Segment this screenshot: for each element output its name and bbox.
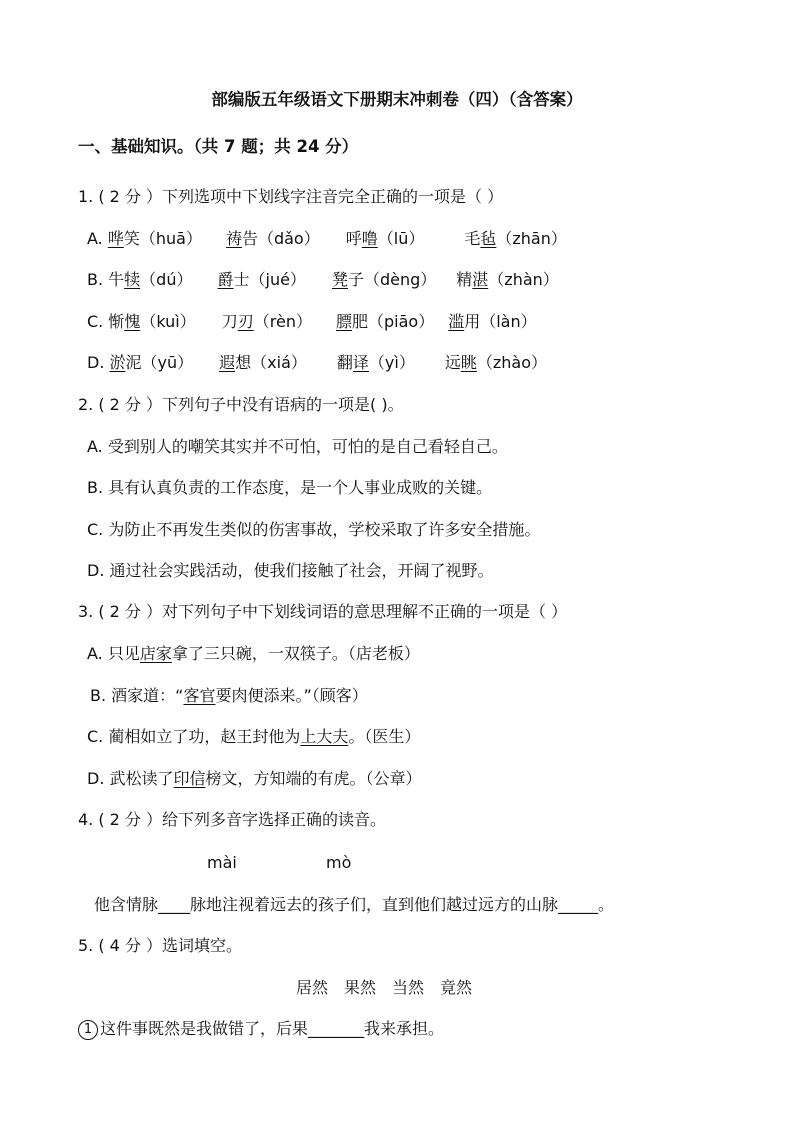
q5-item-1-text: 这件事既然是我做错了，后果_______我来承担。 — [100, 1019, 445, 1038]
pinyin-option-2: mò — [326, 853, 352, 872]
q2-option-c: C. 为防止不再发生类似的伤害事故，学校采取了许多安全措施。 — [87, 520, 541, 539]
word-bank — [296, 977, 472, 999]
word-bank-item: 竟然 — [440, 978, 473, 997]
underlined-char: 愧 — [124, 312, 141, 331]
option-text: 告（dǎo） — [241, 229, 320, 248]
underlined-char: 刃 — [237, 312, 254, 331]
q3-option-c — [87, 726, 420, 748]
option-text: 翻 — [336, 353, 353, 372]
question-3-stem: 3. ( 2 分 ）对下列句子中下划线词语的意思理解不正确的一项是（ ） — [78, 602, 568, 621]
question-2-stem: 2. ( 2 分 ）下列句子中没有语病的一项是( )。 — [78, 395, 404, 414]
q3-d-post: 榜文，方知端的有虎。（公章） — [205, 769, 422, 788]
q3-a-pre: A. 只见 — [87, 644, 140, 663]
q1-option-a — [87, 228, 567, 250]
q3-c-post: 。（医生） — [348, 727, 421, 746]
q2-option-d: D. 通过社会实践活动，使我们接触了社会，开阔了视野。 — [87, 561, 494, 580]
underlined-char: 膘 — [336, 312, 353, 331]
q3-a-post: 拿了三只碗，一双筷子。（店老板） — [171, 644, 420, 663]
q3-b-pre: B. 酒家道：“ — [90, 686, 184, 705]
word-bank-item: 果然 — [344, 978, 377, 997]
q1-option-d — [87, 352, 547, 374]
q3-d-underlined: 印信 — [173, 769, 206, 788]
option-text: 精 — [456, 270, 473, 289]
q3-option-a — [87, 643, 420, 665]
word-bank-item: 居然 — [296, 978, 329, 997]
section-heading: 一、基础知识。（共 7 题；共 24 分） — [78, 137, 359, 156]
pinyin-option-1: mài — [207, 853, 237, 872]
question-4-stem: 4. ( 2 分 ）给下列多音字选择正确的读音。 — [78, 810, 387, 829]
question-5-stem: 5. ( 4 分 ）选词填空。 — [78, 936, 243, 955]
q1-b-item-2 — [217, 270, 305, 289]
q4-sentence: 他含情脉____脉地注视着远去的孩子们，直到他们越过远方的山脉_____。 — [94, 895, 615, 914]
option-text: C. 惭 — [87, 312, 125, 331]
underlined-char: 凳 — [331, 270, 348, 289]
q1-b-item-1 — [87, 270, 192, 289]
underlined-char: 哗 — [107, 229, 124, 248]
q3-d-pre: D. 武松读了 — [87, 769, 174, 788]
option-text: （dú） — [140, 270, 193, 289]
option-text: 用（làn） — [464, 312, 537, 331]
q3-option-b — [90, 685, 368, 707]
underlined-char: 眺 — [460, 353, 477, 372]
q1-d-item-4 — [445, 353, 547, 372]
page-title: 部编版五年级语文下册期末冲刺卷（四）（含答案） — [211, 90, 583, 109]
q1-a-item-4 — [464, 229, 567, 248]
underlined-char: 祷 — [225, 229, 242, 248]
underlined-char: 滥 — [448, 312, 465, 331]
option-text: 士（jué） — [233, 270, 306, 289]
q1-d-item-2 — [219, 353, 307, 372]
option-text: A. — [87, 229, 108, 248]
q3-a-underlined: 店家 — [139, 644, 172, 663]
question-1-stem: 1. ( 2 分 ）下列选项中下划线字注音完全正确的一项是（ ） — [78, 187, 504, 206]
q1-b-item-4 — [456, 270, 559, 289]
underlined-char: 毡 — [480, 229, 497, 248]
underlined-char: 爵 — [217, 270, 234, 289]
option-text: （yì） — [368, 353, 415, 372]
option-text: D. — [87, 353, 110, 372]
option-text: （kuì） — [140, 312, 196, 331]
q1-c-item-4 — [448, 312, 536, 331]
option-text: 笑（huā） — [123, 229, 202, 248]
q1-option-c — [87, 311, 537, 333]
q3-c-pre: C. 蔺相如立了功，赵王封他为 — [87, 727, 301, 746]
q2-option-b: B. 具有认真负责的工作态度，是一个人事业成败的关键。 — [87, 478, 493, 497]
underlined-char: 湛 — [472, 270, 489, 289]
q1-b-item-3 — [332, 270, 436, 289]
q5-item-1 — [78, 1018, 444, 1040]
q1-a-item-3 — [346, 229, 425, 248]
underlined-char: 译 — [352, 353, 369, 372]
q2-option-a: A. 受到别人的嘲笑其实并不可怕，可怕的是自己看轻自己。 — [87, 437, 508, 456]
q1-c-item-3 — [336, 312, 434, 331]
option-text: 想（xiá） — [235, 353, 307, 372]
q1-c-item-1 — [87, 312, 196, 331]
option-text: B. 牛 — [87, 270, 125, 289]
q1-d-item-3 — [337, 353, 415, 372]
option-text: （lū） — [377, 229, 425, 248]
option-text: 泥（yū） — [125, 353, 194, 372]
option-text: 子（dèng） — [347, 270, 437, 289]
option-text: 毛 — [464, 229, 481, 248]
underlined-char: 淤 — [109, 353, 126, 372]
q1-d-item-1 — [87, 353, 193, 372]
q1-a-item-1 — [87, 229, 202, 248]
option-text: （zhān） — [496, 229, 567, 248]
option-text: 呼 — [345, 229, 362, 248]
word-bank-item: 当然 — [392, 978, 425, 997]
option-text: 远 — [444, 353, 461, 372]
q1-a-item-2 — [226, 229, 320, 248]
q1-c-item-2 — [222, 312, 312, 331]
underlined-char: 遐 — [219, 353, 236, 372]
option-text: 刀 — [221, 312, 238, 331]
q3-option-d — [87, 768, 422, 790]
option-text: （zhào） — [476, 353, 548, 372]
option-text: （rèn） — [253, 312, 312, 331]
underlined-char: 犊 — [124, 270, 141, 289]
option-text: （zhàn） — [488, 270, 559, 289]
q3-c-underlined: 上大夫 — [300, 727, 349, 746]
option-text: 肥（piāo） — [352, 312, 435, 331]
underlined-char: 噜 — [361, 229, 378, 248]
q3-b-underlined: 客官 — [183, 686, 216, 705]
q3-b-post: 要肉便添来。”（顾客） — [215, 686, 368, 705]
circled-number: 1 — [78, 1020, 98, 1040]
q1-option-b — [87, 269, 559, 291]
